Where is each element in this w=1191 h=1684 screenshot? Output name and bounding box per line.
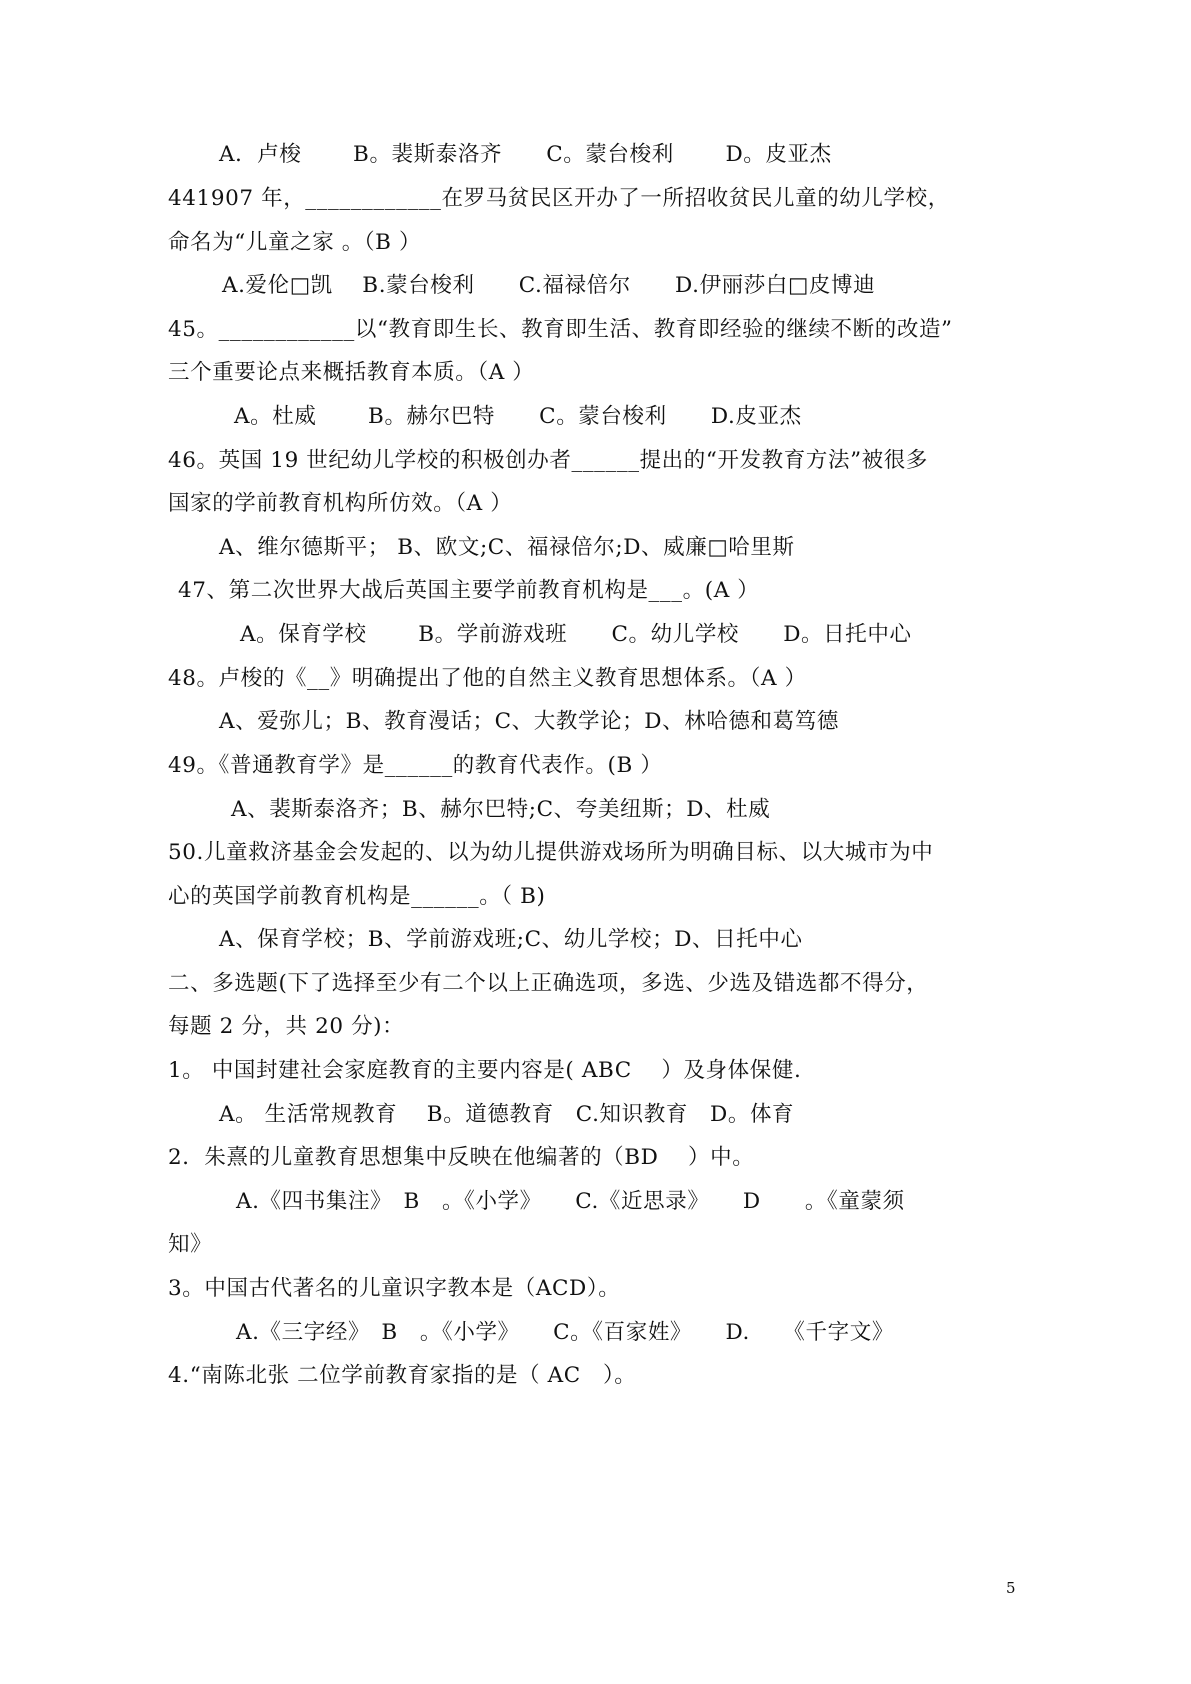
text-line: 45。____________以“教育即生长、教育即生活、教育即经验的继续不断的改造”: [168, 317, 953, 342]
text-line: A、爱弥儿；B、教育漫话；C、大教学论；D、林哈德和葛笃德: [219, 709, 839, 734]
text-line: A。杜威 B。赫尔巴特 C。蒙台梭利 D.皮亚杰: [234, 404, 802, 429]
text-line: A、维尔德斯平； B、欧文;C、福禄倍尔;D、威廉□哈里斯: [219, 535, 795, 560]
text-line: 441907 年，____________在罗马贫民区开办了一所招收贫民儿童的幼儿学校，: [168, 186, 950, 211]
text-line: A。 生活常规教育 B。道德教育 C.知识教育 D。体育: [219, 1102, 795, 1127]
text-line: A.《三字经》 B 。《小学》 C。《百家姓》 D. 《千字文》: [236, 1320, 894, 1345]
text-line: A．卢梭 B。裴斯泰洛齐 C。蒙台梭利 D。皮亚杰: [219, 142, 832, 167]
page-number: 5: [1006, 1579, 1016, 1597]
text-line: 48。卢梭的《__》明确提出了他的自然主义教育思想体系。（A ）: [168, 666, 807, 691]
text-line: 每题 2 分，共 20 分)：: [168, 1014, 405, 1039]
text-line: A、裴斯泰洛齐；B、赫尔巴特;C、夸美纽斯；D、杜威: [231, 797, 771, 822]
text-line: 50.儿童救济基金会发起的、以为幼儿提供游戏场所为明确目标、以大城市为中: [168, 840, 934, 865]
text-line: A.《四书集注》 B 。《小学》 C.《近思录》 D 。《童蒙须: [236, 1189, 905, 1214]
text-line: 2．朱熹的儿童教育思想集中反映在他编著的（BD ）中。: [168, 1145, 755, 1170]
text-line: 3。中国古代著名的儿童识字教本是（ACD）。: [168, 1276, 621, 1301]
text-line: A.爱伦□凯 B.蒙台梭利 C.福禄倍尔 D.伊丽莎白□皮博迪: [222, 273, 876, 298]
text-line: 命名为“儿童之家 。（B ）: [168, 230, 422, 255]
text-line: 47、第二次世界大战后英国主要学前教育机构是___。(A ）: [178, 578, 760, 603]
text-line: A、保育学校；B、学前游戏班;C、幼儿学校；D、日托中心: [219, 927, 803, 952]
text-line: 4.“南陈北张 二位学前教育家指的是（ AC ）。: [168, 1363, 637, 1388]
text-line: 1。 中国封建社会家庭教育的主要内容是( ABC ）及身体保健.: [168, 1058, 802, 1083]
text-line: 知》: [168, 1232, 213, 1257]
text-line: 心的英国学前教育机构是______。（ B): [168, 884, 546, 909]
text-line: 国家的学前教育机构所仿效。（A ）: [168, 491, 513, 516]
text-line: 三个重要论点来概括教育本质。（A ）: [168, 360, 535, 385]
text-line: A。保育学校 B。学前游戏班 C。幼儿学校 D。日托中心: [240, 622, 912, 647]
text-line: 49。《普通教育学》是______的教育代表作。(B ）: [168, 753, 663, 778]
text-line: 二、多选题(下了选择至少有二个以上正确选项，多选、少选及错选都不得分，: [168, 971, 929, 996]
text-line: 46。英国 19 世纪幼儿学校的积极创办者______提出的“开发教育方法”被很多: [168, 448, 928, 473]
